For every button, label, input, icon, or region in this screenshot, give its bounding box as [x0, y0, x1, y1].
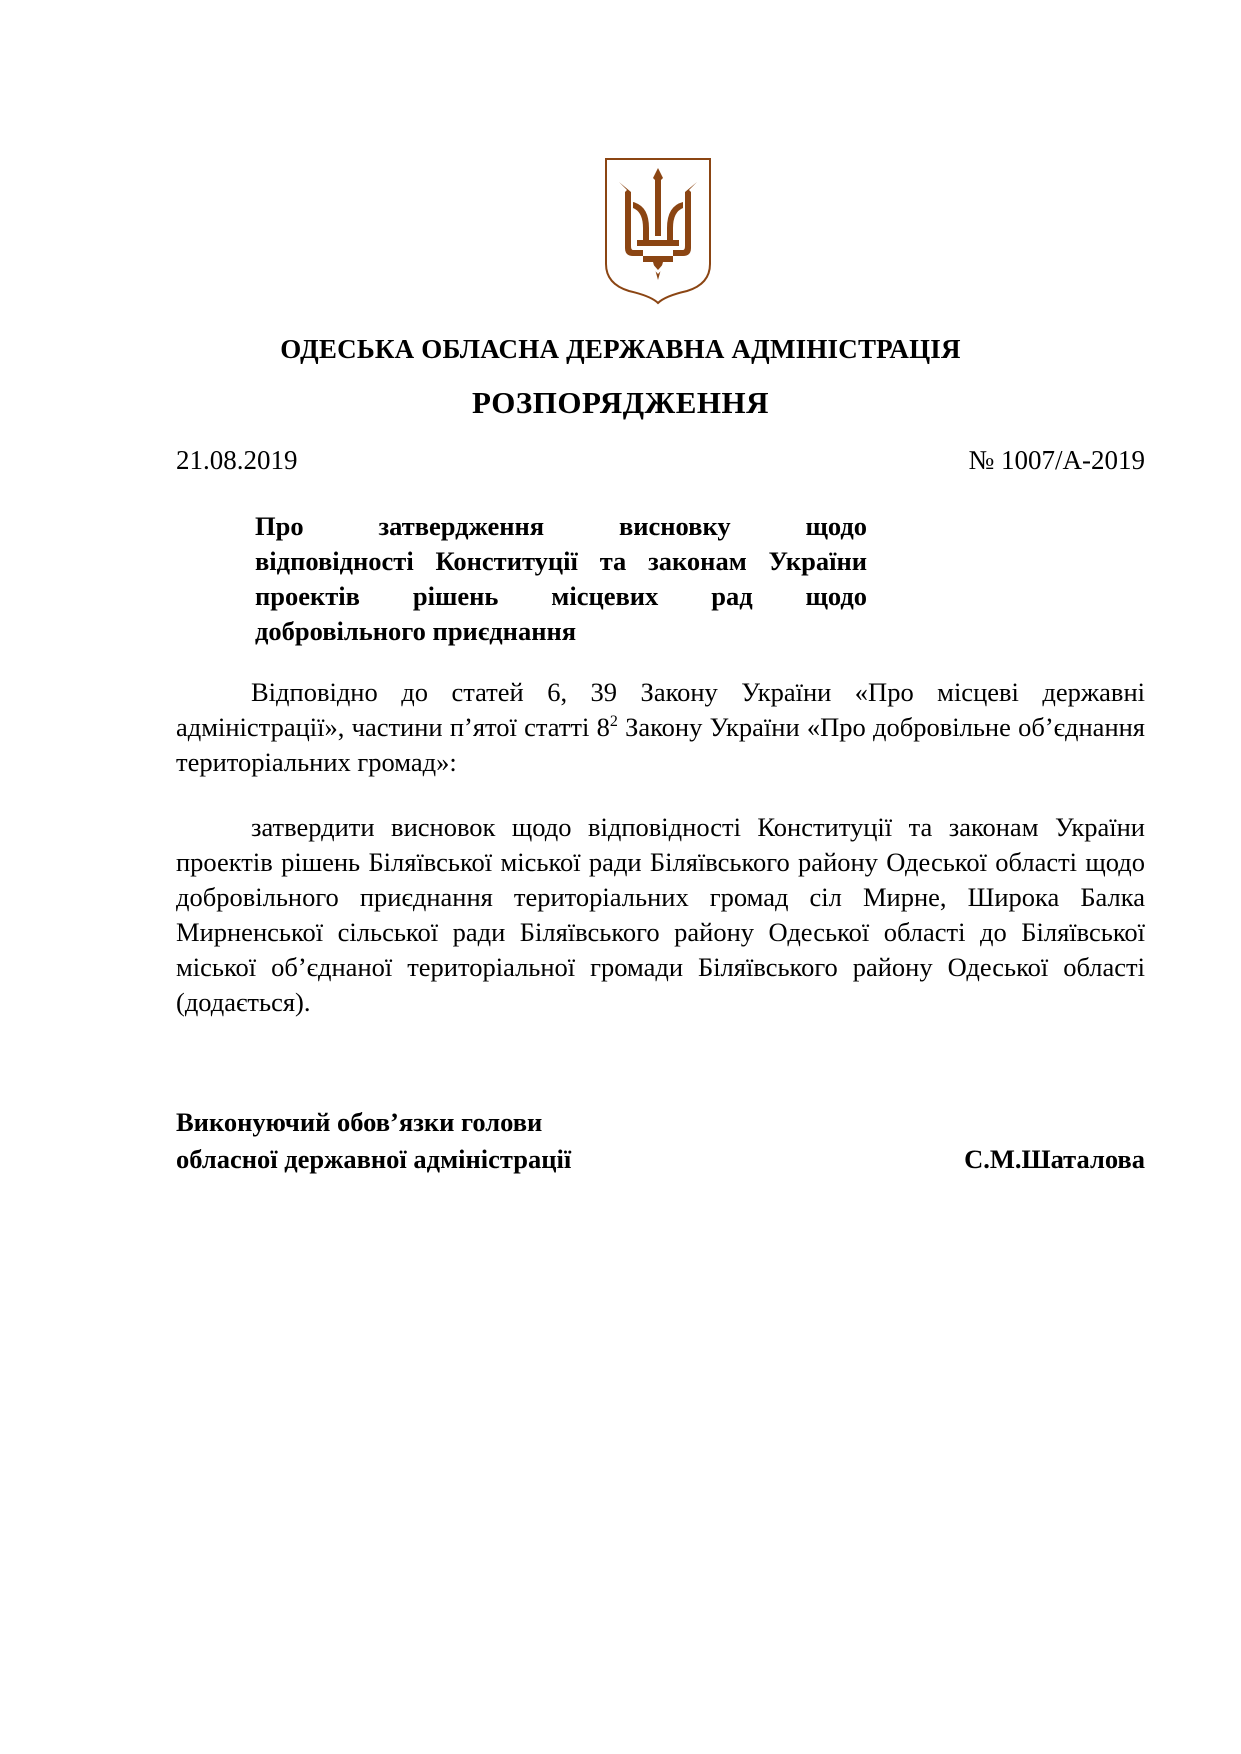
document-date: 21.08.2019	[176, 445, 298, 475]
body-paragraph-decision	[176, 810, 1145, 1020]
superscript: 2	[609, 713, 618, 731]
document-type: РОЗПОРЯДЖЕННЯ	[471, 385, 769, 420]
position-line: обласної державної адміністрації	[176, 1144, 572, 1174]
subject-line: Про затвердження висновку щодо	[255, 511, 867, 541]
subject-line: проектів рішень місцевих рад щодо	[255, 581, 867, 611]
organization-name: ОДЕСЬКА ОБЛАСНА ДЕРЖАВНА АДМІНІСТРАЦІЯ	[280, 334, 961, 364]
subject-line: добровільного приєднання	[255, 616, 577, 646]
paragraph-text: Відповідно до статей 6, 39 Закону України «Про місцеві державні адміністрації», частини п’ятої статті 8	[176, 677, 1145, 742]
coat-of-arms-icon	[603, 156, 713, 306]
position-line: Виконуючий обов’язки голови	[176, 1107, 543, 1137]
paragraph-text: затвердити висновок щодо відповідності Конституції та законам України проектів рішень Біляївської міської ради Біляївського району Одеської області щодо добровільного приєднання територіальних громад сіл Мирне, Широка Балка Мирненської сільської ради Біляївського району Одеської області до Біляївської міської об’єднаної територіальної громади Біляївського району Одеської області (додається).	[176, 812, 1145, 1017]
paragraph-text: Закону України «Про добровільне об’єднання територіальних громад»:	[176, 712, 1146, 777]
document-number: № 1007/А-2019	[968, 445, 1145, 475]
signer-name: С.М.Шаталова	[964, 1144, 1145, 1174]
body-paragraph-legal-basis	[176, 675, 1145, 780]
subject-line: відповідності Конституції та законам України	[255, 546, 867, 576]
document-subject	[255, 509, 867, 649]
signature-position	[176, 1104, 571, 1178]
